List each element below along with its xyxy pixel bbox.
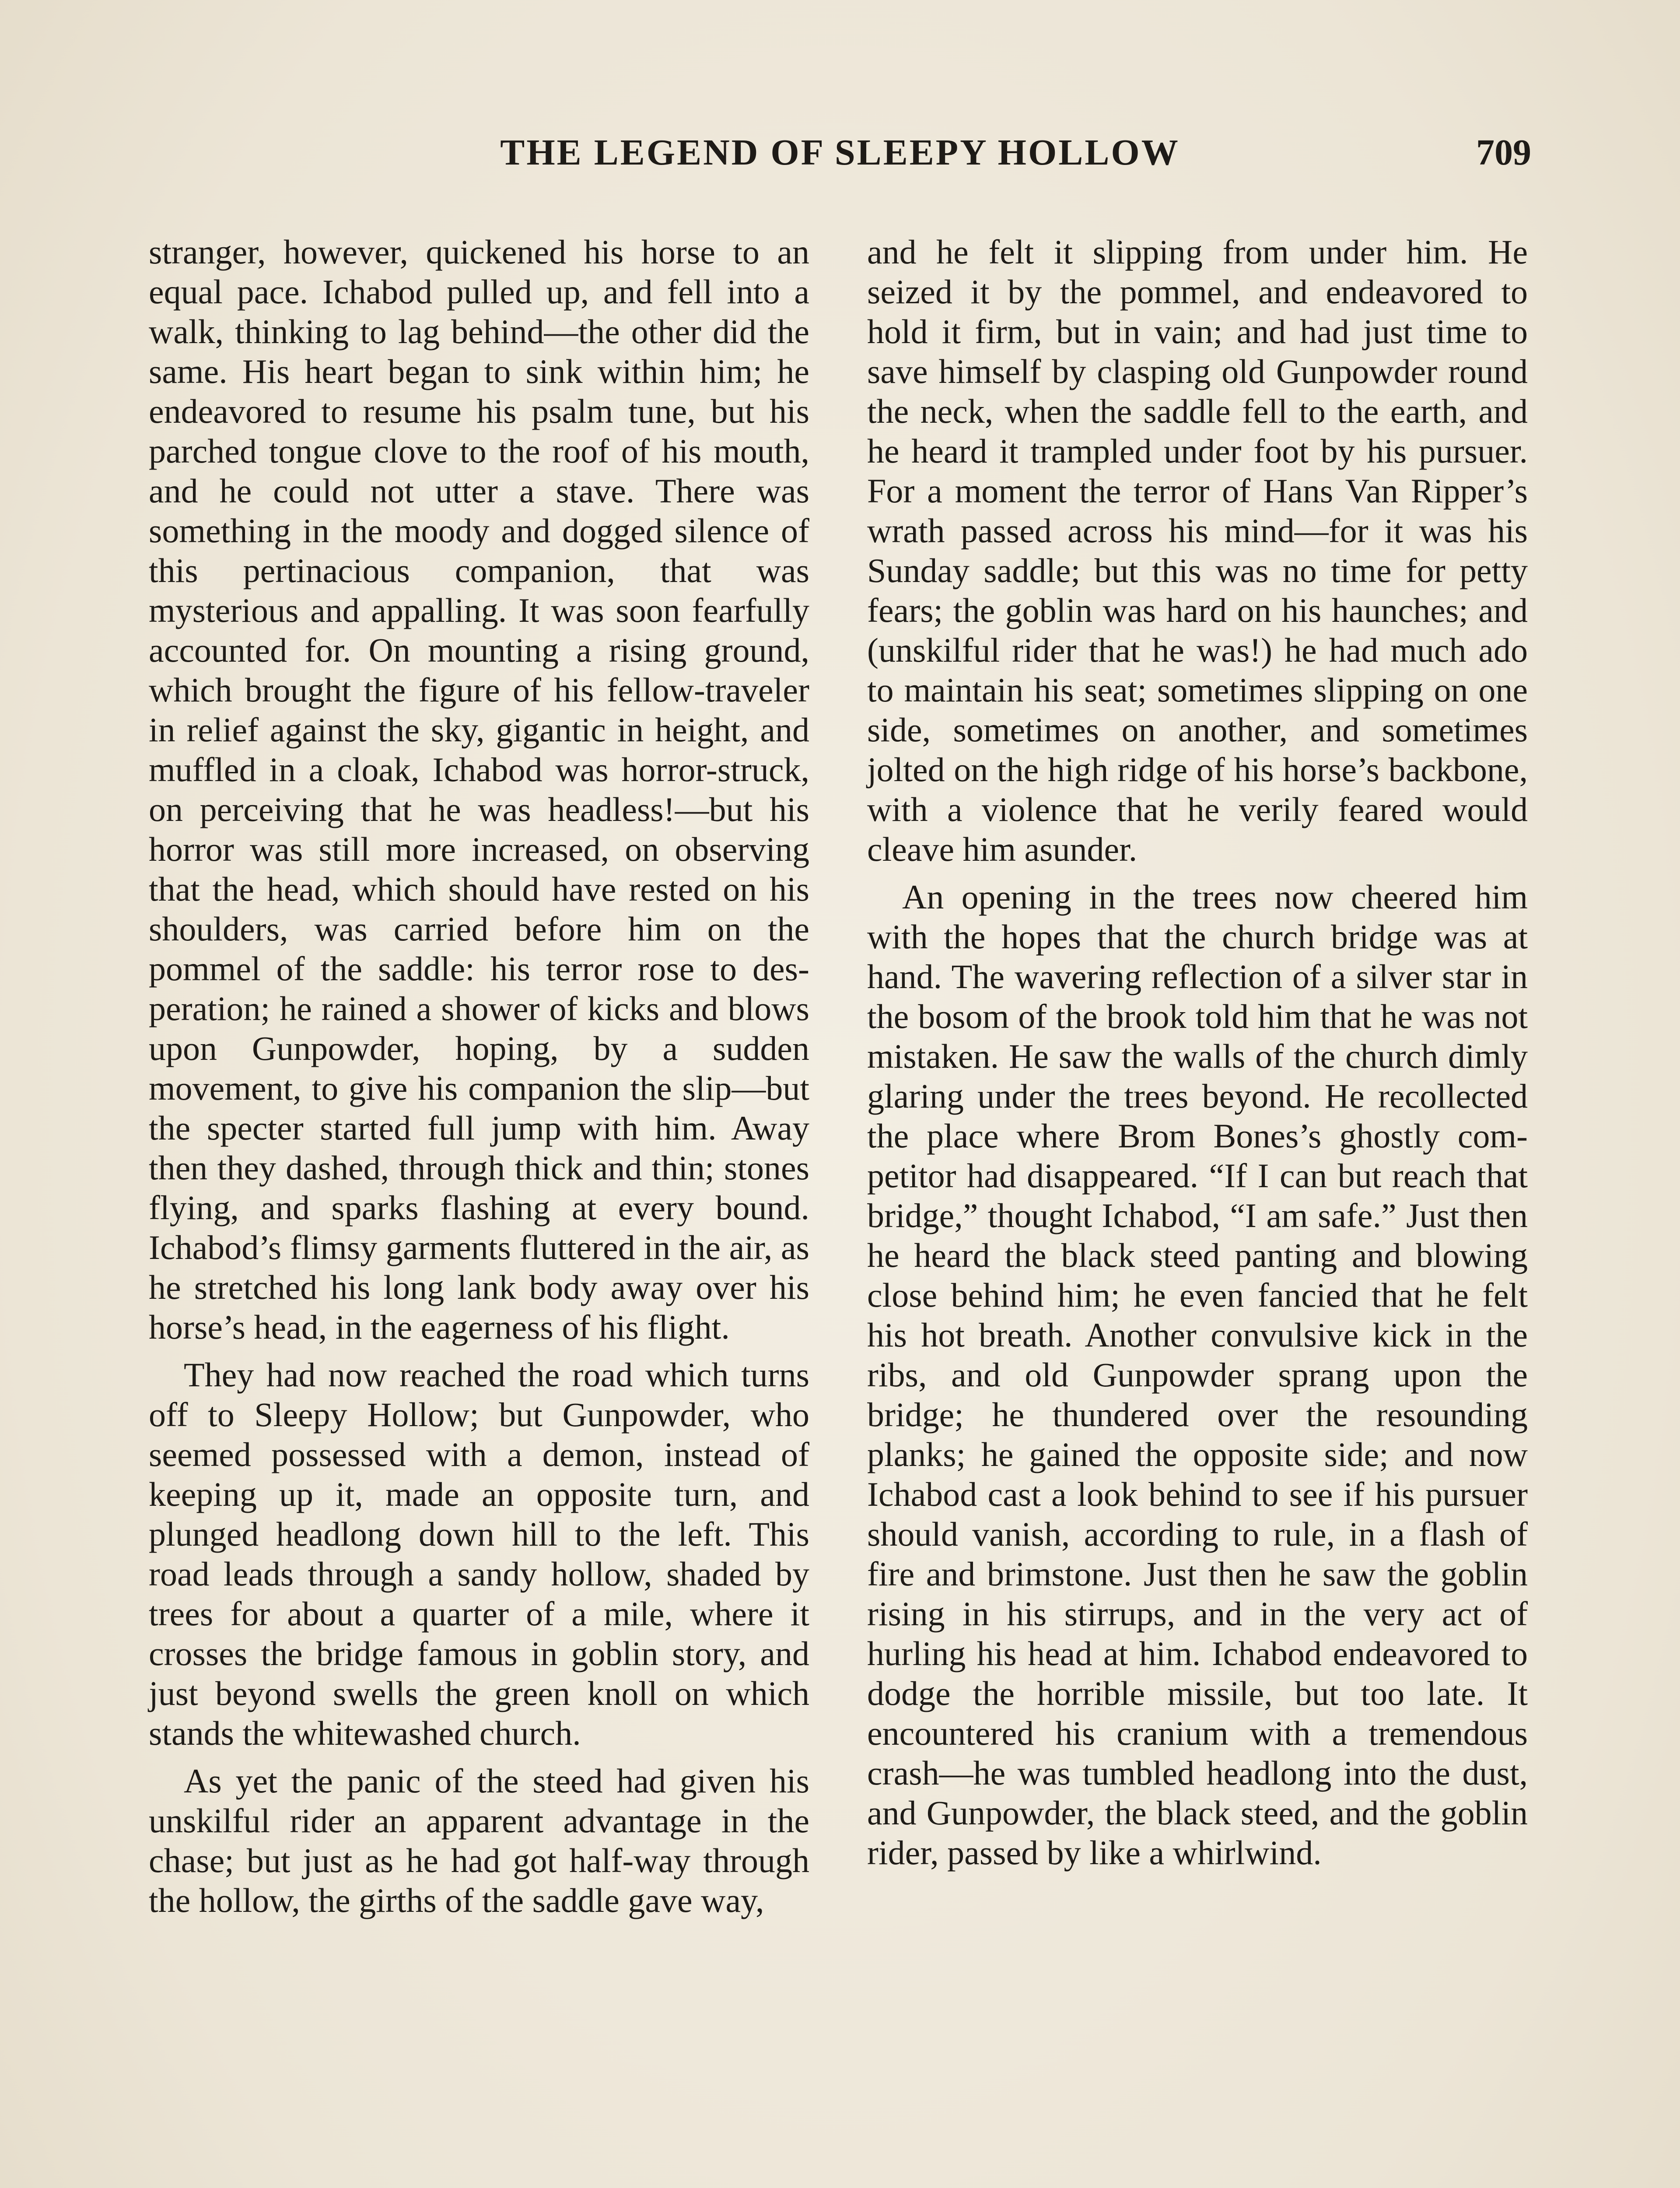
paragraph: As yet the panic of the steed had given his unskilful rider an apparent advantage in the chase; but just as he had got half-way through the hollow, the girths of the saddle gave way, xyxy=(149,1762,809,1919)
page-number: 709 xyxy=(1476,132,1531,173)
left-column xyxy=(149,232,809,1928)
running-head xyxy=(149,131,1531,184)
paragraph: They had now reached the road which turns off to Sleepy Hollow; but Gunpowder, who seemed possessed with a demon, instead of keeping up it, made an opposite turn, and plunged headlong down hill to the left. This road leads through a sandy hollow, shaded by trees for about a quarter of a mile, where it crosses the bridge famous in goblin story, and just beyond swells the green knoll on which stands the whitewashed church. xyxy=(149,1356,809,1752)
paragraph: stranger, however, quickened his horse to an equal pace. Ichabod pulled up, and fell into a walk, thinking to lag behind—the other did the same. His heart began to sink within him; he endeavored to resume his psalm tune, but his parched tongue clove to the roof of his mouth, and he could not utter a stave. There was something in the moody and dogged silence of this pertinacious companion, that was mysterious and appalling. It was soon fearfully accounted for. On mounting a rising ground, which brought the figure of his fellow-traveler in relief against the sky, gigantic in height, and muffled in a cloak, Ichabod was horror-struck, on perceiving that he was headless!—but his horror was still more increased, on observing that the head, which should have rested on his shoulders, was carried before him on the pommel of the saddle: his terror rose to desperation; he rained a shower of kicks and blows upon Gunpowder, hoping, by a sudden movement, to give his companion the slip—but the specter started full jump with him. Away then they dashed, through thick and thin; stones flying, and sparks flashing at every bound. Ichabod’s flimsy garments fluttered in the air, as he stretched his long lank body away over his horse’s head, in the eagerness of his flight. xyxy=(149,233,809,1346)
page-title: THE LEGEND OF SLEEPY HOLLOW xyxy=(500,132,1180,173)
right-column xyxy=(867,232,1528,1880)
paragraph: and he felt it slipping from under him. He seized it by the pommel, and endeavored to hold it firm, but in vain; and had just time to save himself by clasping old Gunpowder round the neck, when the saddle fell to the earth, and he heard it trampled under foot by his pursuer. For a moment the terror of Hans Van Ripper’s wrath passed across his mind—for it was his Sunday saddle; but this was no time for petty fears; the goblin was hard on his haunches; and (unskilful rider that he was!) he had much ado to maintain his seat; sometimes slipping on one side, sometimes on another, and sometimes jolted on the high ridge of his horse’s backbone, with a violence that he verily feared would cleave him asunder. xyxy=(867,233,1528,868)
paragraph: An opening in the trees now cheered him with the hopes that the church bridge was at hand. The wavering reflection of a silver star in the bosom of the brook told him that he was not mistaken. He saw the walls of the church dimly glaring under the trees beyond. He recollected the place where Brom Bones’s ghostly competitor had disappeared. “If I can but reach that bridge,” thought Ichabod, “I am safe.” Just then he heard the black steed panting and blowing close behind him; he even fancied that he felt his hot breath. Another convulsive kick in the ribs, and old Gunpowder sprang upon the bridge; he thundered over the resounding planks; he gained the opposite side; and now Ichabod cast a look behind to see if his pursuer should vanish, according to rule, in a flash of fire and brimstone. Just then he saw the goblin rising in his stirrups, and in the very act of hurling his head at him. Ichabod endeavored to dodge the horrible missile, but too late. It encountered his cranium with a tremendous crash—he was tumbled headlong into the dust, and Gunpowder, the black steed, and the goblin rider, passed by like a whirlwind. xyxy=(867,878,1528,1872)
